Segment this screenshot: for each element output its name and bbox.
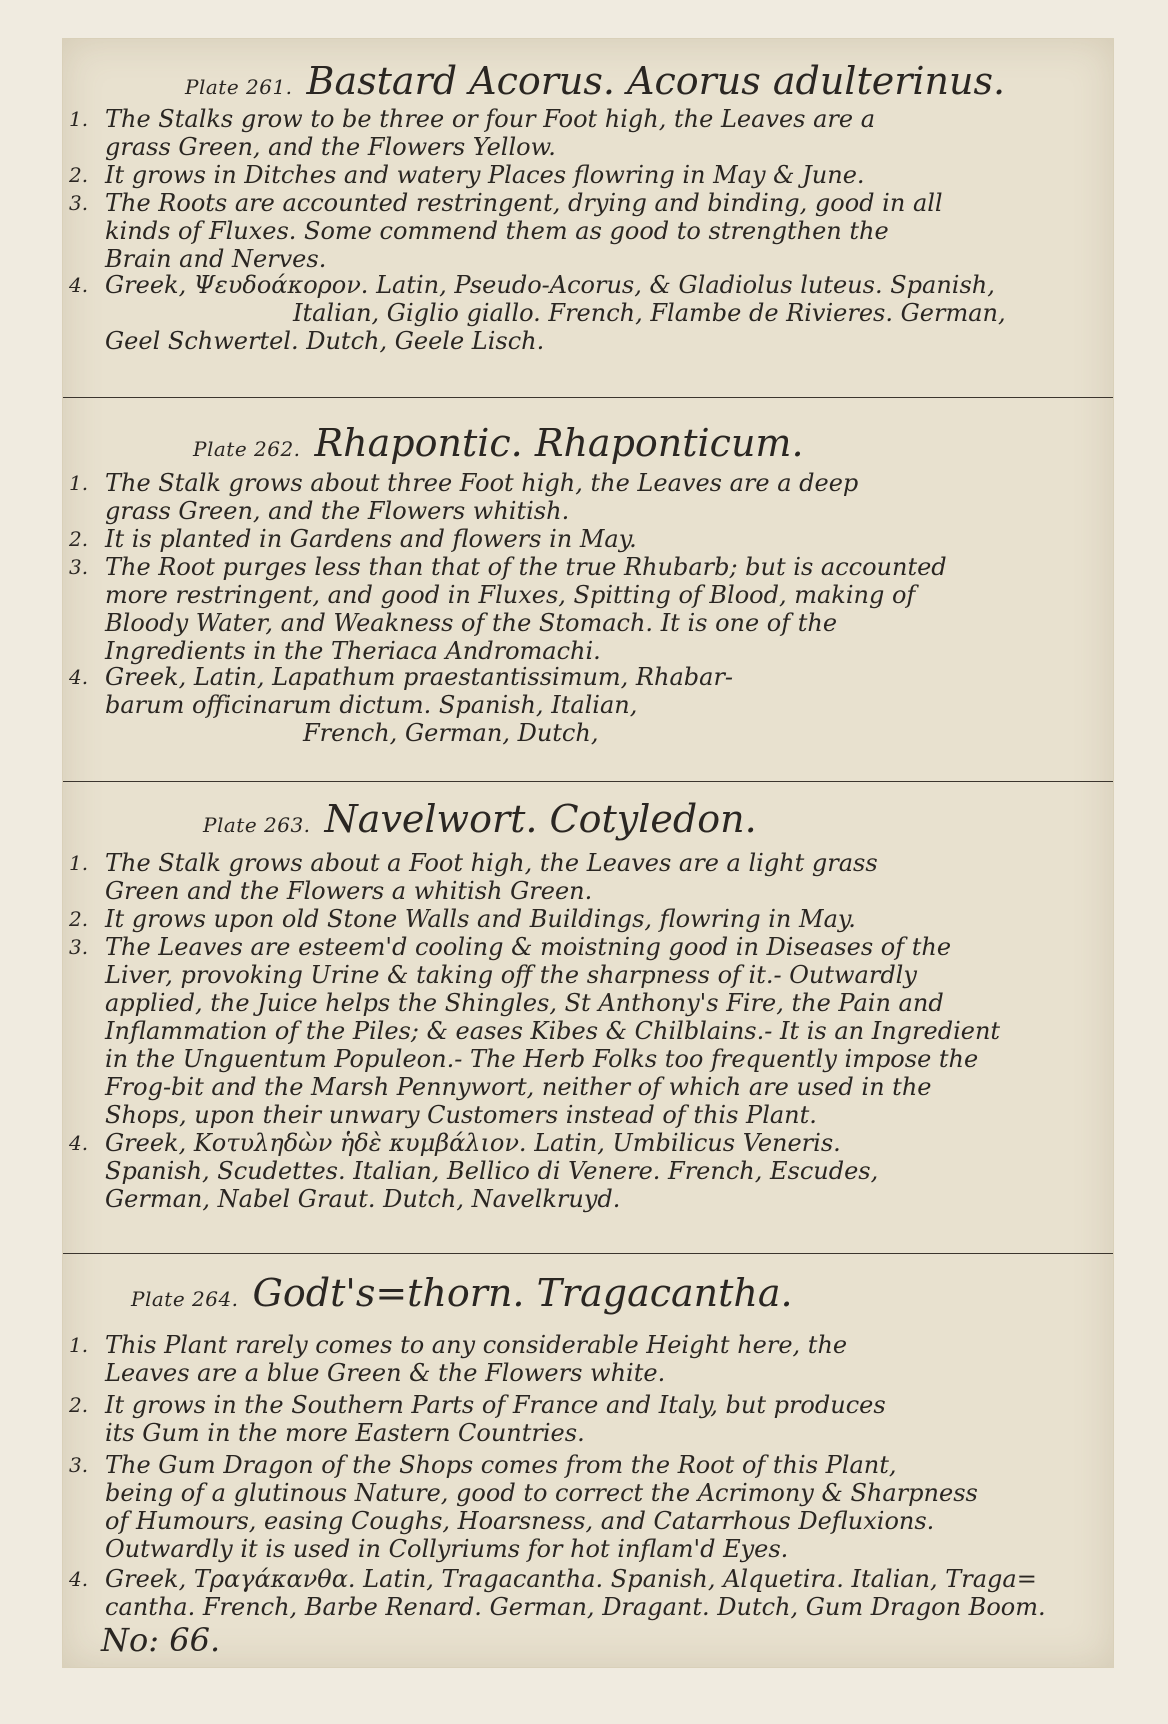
plate-label: Plate 264. xyxy=(131,1287,239,1311)
page-number: No: 66. xyxy=(101,1621,221,1659)
item-number: 3. xyxy=(69,191,89,215)
item-number: 1. xyxy=(69,1333,89,1357)
engraved-plate-page xyxy=(62,38,1114,1668)
text-line: The Stalk grows about a Foot high, the Leaves are a light grass xyxy=(105,849,878,877)
text-line: in the Unguentum Populeon.- The Herb Folks too frequently impose the xyxy=(105,1045,979,1073)
item-number: 4. xyxy=(69,273,89,297)
item-number: 2. xyxy=(69,163,89,187)
text-line: Green and the Flowers a whitish Green. xyxy=(105,877,593,905)
plate-names: Rhapontic. Rhaponticum. xyxy=(314,421,804,465)
text-line: Brain and Nerves. xyxy=(105,245,327,273)
text-line: It grows in the Southern Parts of France and Italy, but produces xyxy=(105,1391,886,1419)
item-number: 3. xyxy=(69,555,89,579)
plate-title xyxy=(203,797,757,841)
text-line: The Stalk grows about three Foot high, the Leaves are a deep xyxy=(105,469,859,497)
text-line: Inflammation of the Piles; & eases Kibes & Chilblains.- It is an Ingredient xyxy=(105,1017,1001,1045)
plate-names: Bastard Acorus. Acorus adulterinus. xyxy=(306,59,1006,103)
text-line: Greek, Τραγάκανθα. Latin, Tragacantha. Spanish, Alquetira. Italian, Traga= xyxy=(105,1565,1037,1593)
text-line: It grows in Ditches and watery Places flowring in May & June. xyxy=(105,161,865,189)
text-line: Spanish, Scudettes. Italian, Bellico di Venere. French, Escudes, xyxy=(105,1157,879,1185)
item-number: 4. xyxy=(69,1131,89,1155)
text-line: barum officinarum dictum. Spanish, Italian, xyxy=(105,691,638,719)
plate-label: Plate 262. xyxy=(193,437,301,461)
item-number: 2. xyxy=(69,1393,89,1417)
plate-title xyxy=(193,421,804,465)
text-line: of Humours, easing Coughs, Hoarsness, and Catarrhous Defluxions. xyxy=(105,1507,935,1535)
text-line: Bloody Water, and Weakness of the Stomach. It is one of the xyxy=(105,609,838,637)
text-line: kinds of Fluxes. Some commend them as good to strengthen the xyxy=(105,217,889,245)
text-line: French, German, Dutch, xyxy=(303,719,599,747)
text-line: being of a glutinous Nature, good to correct the Acrimony & Sharpness xyxy=(105,1479,978,1507)
text-line: The Leaves are esteem'd cooling & moistning good in Diseases of the xyxy=(105,933,952,961)
item-number: 2. xyxy=(69,907,89,931)
plate-title xyxy=(131,1271,793,1315)
item-number: 3. xyxy=(69,1453,89,1477)
text-line: Ingredients in the Theriaca Andromachi. xyxy=(105,637,601,665)
text-line: It grows upon old Stone Walls and Buildings, flowring in May. xyxy=(105,905,856,933)
text-line: Outwardly it is used in Collyriums for hot inflam'd Eyes. xyxy=(105,1535,789,1563)
text-line: Italian, Giglio giallo. French, Flambe de Rivieres. German, xyxy=(293,299,1006,327)
text-line: The Roots are accounted restringent, drying and binding, good in all xyxy=(105,189,943,217)
plate-names: Godt's=thorn. Tragacantha. xyxy=(252,1271,793,1315)
section-divider xyxy=(63,1253,1113,1254)
text-line: cantha. French, Barbe Renard. German, Dragant. Dutch, Gum Dragon Boom. xyxy=(105,1593,1046,1621)
text-line: The Gum Dragon of the Shops comes from the Root of this Plant, xyxy=(105,1451,897,1479)
text-line: Greek, Ψευδοάκορον. Latin, Pseudo-Acorus, & Gladiolus luteus. Spanish, xyxy=(105,271,995,299)
text-line: Shops, upon their unwary Customers instead of this Plant. xyxy=(105,1101,817,1129)
plate-label: Plate 263. xyxy=(203,813,311,837)
text-line: It is planted in Gardens and flowers in May. xyxy=(105,525,637,553)
text-line: grass Green, and the Flowers Yellow. xyxy=(105,133,556,161)
item-number: 2. xyxy=(69,527,89,551)
text-line: Liver, provoking Urine & taking off the sharpness of it.- Outwardly xyxy=(105,961,917,989)
item-number: 1. xyxy=(69,471,89,495)
text-line: The Root purges less than that of the true Rhubarb; but is accounted xyxy=(105,553,947,581)
plate-title xyxy=(185,59,1005,103)
item-number: 1. xyxy=(69,851,89,875)
item-number: 1. xyxy=(69,107,89,131)
text-line: Greek, Latin, Lapathum praestantissimum, Rhabar- xyxy=(105,663,734,691)
item-number: 3. xyxy=(69,935,89,959)
text-line: This Plant rarely comes to any considerable Height here, the xyxy=(105,1331,848,1359)
text-line: more restringent, and good in Fluxes, Spitting of Blood, making of xyxy=(105,581,916,609)
text-line: The Stalks grow to be three or four Foot high, the Leaves are a xyxy=(105,105,876,133)
section-divider xyxy=(63,781,1113,782)
text-line: Greek, Κοτυληδὼν ἡδὲ κυμβάλιον. Latin, Umbilicus Veneris. xyxy=(105,1129,841,1157)
text-line: Leaves are a blue Green & the Flowers white. xyxy=(105,1359,666,1387)
text-line: German, Nabel Graut. Dutch, Navelkruyd. xyxy=(105,1185,621,1213)
item-number: 4. xyxy=(69,665,89,689)
item-number: 4. xyxy=(69,1567,89,1591)
text-line: grass Green, and the Flowers whitish. xyxy=(105,497,570,525)
text-line: Geel Schwertel. Dutch, Geele Lisch. xyxy=(105,327,545,355)
plate-label: Plate 261. xyxy=(185,75,293,99)
section-divider xyxy=(63,397,1113,398)
plate-names: Navelwort. Cotyledon. xyxy=(324,797,757,841)
text-line: its Gum in the more Eastern Countries. xyxy=(105,1419,585,1447)
text-line: applied, the Juice helps the Shingles, St Anthony's Fire, the Pain and xyxy=(105,989,944,1017)
text-line: Frog-bit and the Marsh Pennywort, neither of which are used in the xyxy=(105,1073,932,1101)
